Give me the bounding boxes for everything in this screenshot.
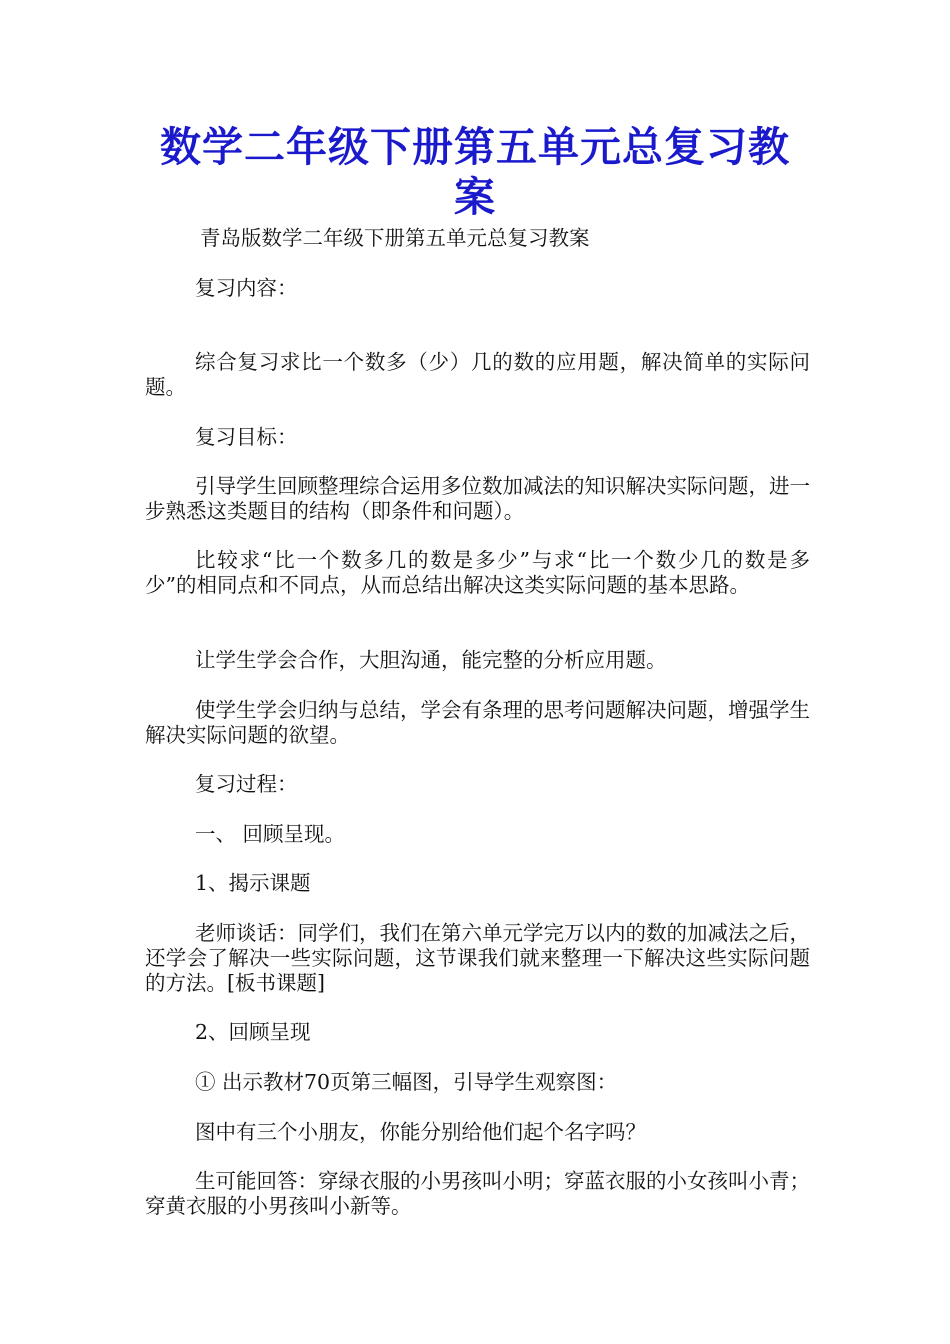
- body-paragraph: 引导学生回顾整理综合运用多位数加减法的知识解决实际问题，进一步熟悉这类题目的结构（即条件和问题）。: [145, 474, 810, 523]
- section-heading-part-one: 一、 回顾呈现。: [195, 822, 346, 846]
- body-paragraph: ① 出示教材70页第三幅图，引导学生观察图：: [195, 1070, 618, 1094]
- document-title: 数学二年级下册第五单元总复习教案: [160, 123, 790, 221]
- body-paragraph: 比较求“比一个数多几的数是多少”与求“比一个数少几的数是多少”的相同点和不同点，从而总结出解决这类实际问题的基本思路。: [145, 548, 810, 597]
- section-heading-review-process: 复习过程：: [195, 772, 298, 796]
- body-paragraph: 综合复习求比一个数多（少）几的数的应用题，解决简单的实际问题。: [145, 350, 810, 399]
- body-paragraph: 让学生学会合作，大胆沟通，能完整的分析应用题。: [195, 648, 667, 672]
- body-paragraph: 使学生学会归纳与总结，学会有条理的思考问题解决问题，增强学生解决实际问题的欲望。: [145, 698, 810, 747]
- body-paragraph: 生可能回答：穿绿衣服的小男孩叫小明；穿蓝衣服的小女孩叫小青；穿黄衣服的小男孩叫小新等。: [145, 1169, 810, 1218]
- subheading-review-present: 2、回顾呈现: [195, 1020, 311, 1044]
- body-paragraph: 老师谈话：同学们，我们在第六单元学完万以内的数的加减法之后，还学会了解决一些实际问题，这节课我们就来整理一下解决这些实际问题的方法。[板书课题]: [145, 921, 810, 995]
- subheading-reveal-topic: 1、揭示课题: [195, 871, 311, 895]
- body-paragraph: 图中有三个小朋友，你能分别给他们起个名字吗？: [195, 1120, 646, 1144]
- section-heading-review-content: 复习内容：: [195, 276, 298, 300]
- section-heading-review-goals: 复习目标：: [195, 425, 298, 449]
- subtitle-paragraph: 青岛版数学二年级下册第五单元总复习教案: [200, 226, 590, 250]
